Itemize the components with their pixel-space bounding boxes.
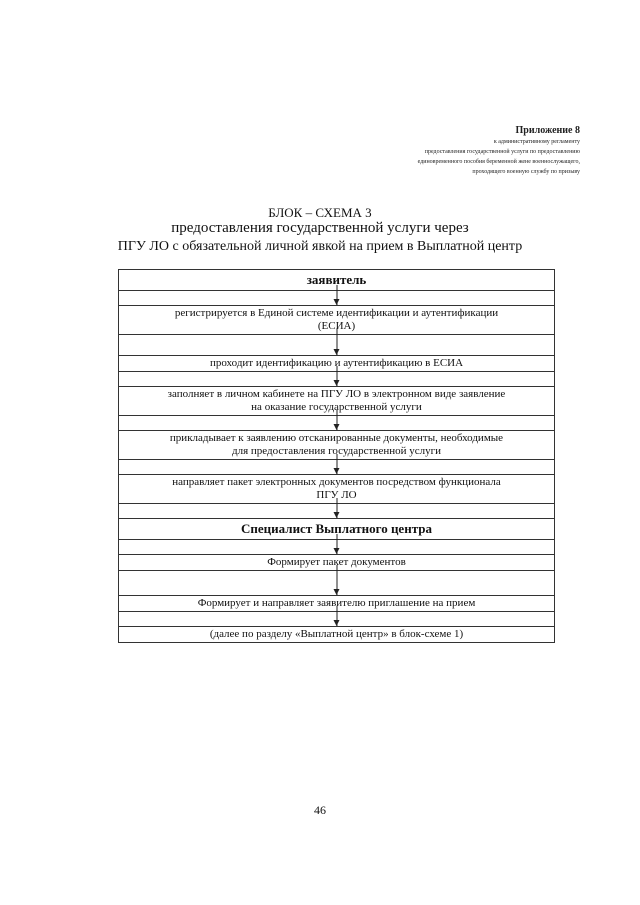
- appendix-line: проходящего военную службу по призыву: [472, 169, 580, 175]
- arrow-down-icon: [336, 606, 337, 626]
- flow-step-text: регистрируется в Единой системе идентификации и аутентификации: [174, 307, 499, 319]
- flow-connector: [119, 372, 555, 387]
- flow-step-text: на оказание государственной услуги: [251, 401, 422, 413]
- appendix-header: [280, 125, 580, 177]
- appendix-line: единовременного пособия беременной жене военнослужащего,: [417, 159, 580, 165]
- flow-step-text: (ЕСИА): [317, 320, 356, 332]
- scheme-subtitle-2: ПГУ ЛО с обязательной личной явкой на прием в Выплатной центр: [117, 239, 523, 254]
- flow-step-text: проходит идентификацию и аутентификацию в ЕСИА: [209, 357, 464, 369]
- flowchart: [118, 269, 555, 643]
- arrow-down-icon: [336, 410, 337, 430]
- page-number: 46: [314, 803, 326, 817]
- arrow-down-icon: [336, 565, 337, 595]
- flow-step-text: (далее по разделу «Выплатной центр» в блок-схеме 1): [209, 628, 464, 640]
- flow-connector: [119, 416, 555, 431]
- scheme-subtitle: предоставления государственной услуги через: [171, 220, 469, 236]
- arrow-down-icon: [336, 454, 337, 474]
- arrow-down-icon: [336, 534, 337, 554]
- flow-step-text: заявитель: [306, 272, 367, 287]
- flow-step-text: Формирует пакет документов: [267, 556, 406, 568]
- arrow-down-icon: [336, 329, 337, 355]
- flow-connector: [119, 504, 555, 519]
- flow-connector: [119, 571, 555, 596]
- flow-connector: [119, 335, 555, 356]
- arrow-down-icon: [336, 366, 337, 386]
- flow-step-text: Формирует и направляет заявителю приглашение на прием: [197, 597, 476, 609]
- appendix-line: предоставления государственной услуги по предоставлению: [424, 149, 580, 155]
- flow-step-text: направляет пакет электронных документов посредством функционала: [172, 476, 501, 488]
- appendix-title: Приложение 8: [515, 125, 580, 136]
- flow-step-text: ПГУ ЛО: [316, 489, 357, 501]
- flow-connector: [119, 460, 555, 475]
- flow-connector: [119, 540, 555, 555]
- flow-connector: [119, 291, 555, 306]
- scheme-title: БЛОК – СХЕМА 3: [268, 205, 372, 220]
- flow-step-text: заполняет в личном кабинете на ПГУ ЛО в электронном виде заявление: [167, 388, 506, 400]
- flow-step-text: прикладывает к заявлению отсканированные документы, необходимые: [169, 432, 504, 444]
- flow-step-text: для предоставления государственной услуги: [231, 445, 442, 457]
- flow-connector: [119, 612, 555, 627]
- arrow-down-icon: [336, 285, 337, 305]
- flow-step: [119, 627, 555, 643]
- appendix-line: к административному регламенту: [493, 139, 580, 145]
- arrow-down-icon: [336, 498, 337, 518]
- flow-step-text: Специалист Выплатного центра: [241, 521, 432, 536]
